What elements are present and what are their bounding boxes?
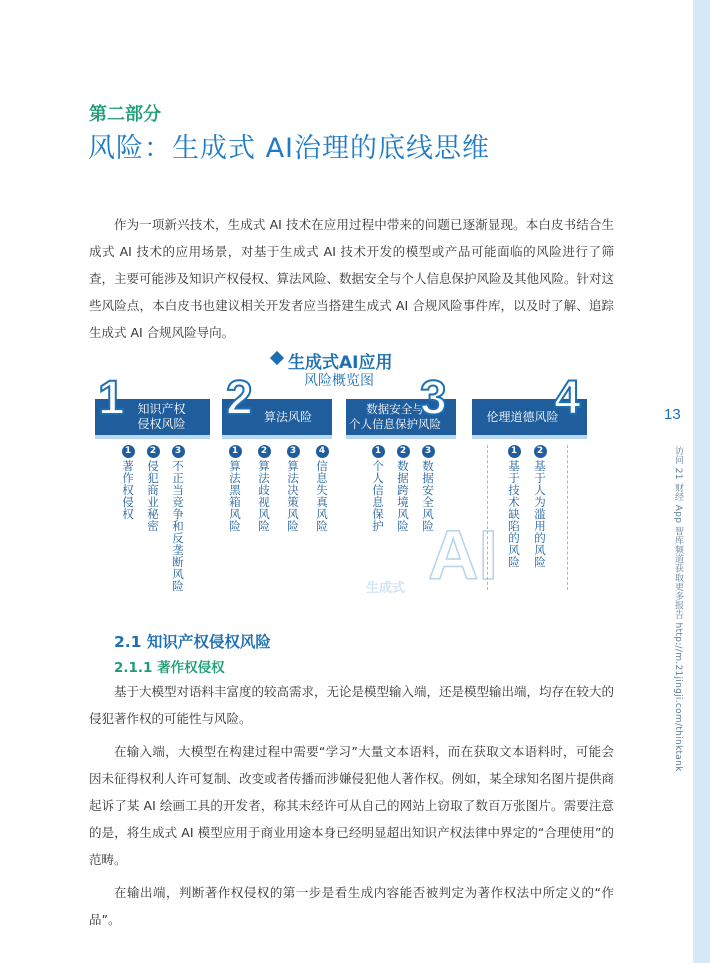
item-text: 著作权侵权: [121, 460, 135, 520]
item-number-badge: 2: [397, 445, 410, 458]
category-label: 算法风险: [263, 409, 312, 424]
category-label: 知识产权 侵权风险: [137, 402, 186, 431]
risk-item: [285, 445, 301, 532]
item-text: 信息失真风险: [315, 460, 329, 532]
item-text: 数据安全风险: [421, 460, 435, 532]
category-label: 数据安全与 个人信息保护风险: [349, 402, 441, 431]
side-promo-text: 访问 21 财经 App 智库频道获取更多报告 http://m.21jingji.com/thinktank: [673, 446, 683, 772]
item-text: 不正当竞争和反垄断风险: [171, 460, 185, 592]
item-text: 算法决策风险: [286, 460, 300, 532]
dashed-divider: [567, 445, 568, 590]
category-number: 3: [420, 372, 447, 425]
risk-item: [227, 445, 243, 532]
item-number-badge: 2: [534, 445, 547, 458]
item-number-badge: 3: [287, 445, 300, 458]
category-number: 2: [226, 372, 253, 425]
risk-overview-diagram: [90, 345, 610, 607]
part-label: 第二部分: [89, 104, 161, 125]
item-text: 算法歧视风险: [257, 460, 271, 532]
item-number-badge: 1: [372, 445, 385, 458]
item-text: 算法黑箱风险: [228, 460, 242, 532]
risk-item: [532, 445, 548, 568]
category-underline: [95, 435, 210, 439]
category-underline: [346, 435, 456, 439]
risk-item: [370, 445, 386, 532]
category-number: 1: [98, 372, 125, 425]
item-text: 数据跨境风险: [396, 460, 410, 532]
item-number-badge: 2: [147, 445, 160, 458]
diagram-title: 生成式AI应用: [288, 353, 393, 373]
category-underline: [472, 435, 587, 439]
item-number-badge: 4: [316, 445, 329, 458]
item-number-badge: 1: [229, 445, 242, 458]
risk-item: [256, 445, 272, 532]
item-number-badge: 3: [172, 445, 185, 458]
diagram-subtitle: 风险概览图: [304, 373, 374, 389]
risk-item: [420, 445, 436, 532]
dashed-divider: [487, 445, 488, 590]
ai-watermark: AI: [428, 516, 498, 594]
paragraph: 在输入端，大模型在构建过程中需要“学习”大量文本语料，而在获取文本语料时，可能会因未征得权利人许可复制、改变或者传播而涉嫌侵犯他人著作权。例如，某全球知名图片提供商起诉了某 AI 绘画工具的开发者，称其未经许可从自己的网站上窃取了数百万张图片。需要注意的是，将生成式 AI 模型应用于商业用途本身已经明显超出知识产权法律中界定的“合理使用”的范畴。: [89, 744, 615, 867]
ai-watermark-cn: 生成式: [366, 581, 406, 596]
item-number-badge: 3: [422, 445, 435, 458]
paragraph: 基于大模型对语料丰富度的较高需求，无论是模型输入端，还是模型输出端，均存在较大的侵犯著作权的可能性与风险。: [89, 684, 615, 726]
risk-item: [395, 445, 411, 532]
item-text: 基于人为滥用的风险: [533, 460, 547, 568]
risk-item: [145, 445, 161, 532]
risk-item: [506, 445, 522, 568]
item-text: 个人信息保护: [371, 460, 385, 532]
risk-item: [314, 445, 330, 532]
category-number: 4: [554, 372, 581, 425]
section-heading: 2.1 知识产权侵权风险: [114, 633, 271, 651]
item-number-badge: 1: [122, 445, 135, 458]
page-title: 风险：生成式 AI治理的底线思维: [88, 133, 491, 164]
intro-paragraph: [89, 211, 614, 346]
item-text: 基于技术缺陷的风险: [507, 460, 521, 568]
category-label: 伦理道德风险: [486, 409, 559, 424]
item-text: 侵犯商业秘密: [146, 460, 160, 532]
risk-item: [120, 445, 136, 520]
item-number-badge: 1: [508, 445, 521, 458]
subsection-heading: 2.1.1 著作权侵权: [114, 660, 225, 676]
side-margin-bar: [693, 0, 710, 963]
category-underline: [222, 435, 332, 439]
intro-text: 作为一项新兴技术，生成式 AI 技术在应用过程中带来的问题已逐渐显现。本白皮书结合生成式 AI 技术的应用场景，对基于生成式 AI 技术开发的模型或产品可能面临的风险进行了筛查，主要可能涉及知识产权侵权、算法风险、数据安全与个人信息保护风险及其他风险。针对这些风险点，本白皮书也建议相关开发者应当搭建生成式 AI 合规风险事件库，以及时了解、追踪生成式 AI 合规风险导向。: [89, 217, 615, 340]
risk-item: [170, 445, 186, 592]
item-number-badge: 2: [258, 445, 271, 458]
body-paragraphs: [89, 678, 614, 933]
diamond-icon: [270, 351, 284, 365]
paragraph: 在输出端，判断著作权侵权的第一步是看生成内容能否被判定为著作权法中所定义的“作品”。: [89, 885, 614, 927]
page-number: 13: [664, 406, 681, 423]
